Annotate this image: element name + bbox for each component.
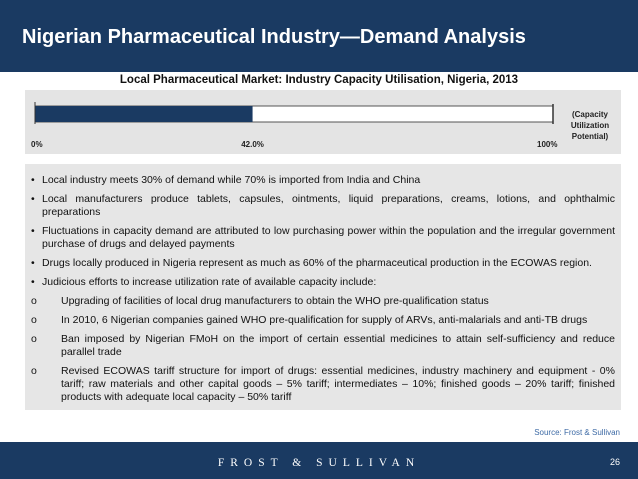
bullet-text: Judicious efforts to increase utilization rate of available capacity include:	[42, 276, 377, 288]
bullet-marker: •	[31, 257, 35, 269]
bullet-marker: •	[31, 174, 35, 186]
bullet-item	[25, 174, 615, 187]
bullet-text: Drugs locally produced in Nigeria represent as much as 60% of the pharmaceutical production in the ECOWAS region.	[42, 257, 592, 269]
bullet-marker: •	[31, 225, 35, 237]
chart-panel	[25, 90, 621, 154]
sub-bullet-text: Revised ECOWAS tariff structure for import of drugs: essential medicines, industry machinery and equipment - 0% tariff; raw materials and other capital goods – 5% tariff; intermediates – 10%; finished goods – 20% tariff; finished products with adequate local capacity – 50% tariff	[61, 365, 615, 403]
capacity-annotation: (Capacity Utilization Potential)	[570, 110, 610, 141]
bullet-text: Fluctuations in capacity demand are attributed to low purchasing power within the population and the irregular government purchase of drugs and delayed payments	[42, 225, 615, 250]
page-number: 26	[609, 457, 620, 467]
data-label: 42.0%	[241, 140, 264, 149]
sub-bullet-marker: o	[31, 365, 37, 377]
brand-logo: FROST & SULLIVAN	[217, 457, 421, 469]
bullet-panel	[25, 164, 621, 410]
source-note: Source: Frost & Sullivan	[534, 428, 620, 437]
sub-bullet-text: Upgrading of facilities of local drug manufacturers to obtain the WHO pre-qualification status	[61, 295, 489, 307]
sub-bullet-item	[25, 295, 615, 308]
bullet-item	[25, 257, 615, 270]
bullet-item	[25, 276, 615, 289]
capacity-chart	[25, 90, 621, 154]
bullet-item	[25, 193, 615, 219]
sub-bullet-marker: o	[31, 314, 37, 326]
sub-bullet-text: Ban imposed by Nigerian FMoH on the import of certain essential medicines to attain self-sufficiency and reduce parallel trade	[61, 333, 615, 358]
header-bar	[0, 0, 638, 72]
sub-bullet-item	[25, 333, 615, 359]
sub-bullet-marker: o	[31, 295, 37, 307]
bullet-text: Local industry meets 30% of demand while 70% is imported from India and China	[42, 174, 421, 186]
bar-utilisation	[35, 106, 253, 122]
tick-label-100: 100%	[537, 140, 558, 149]
sub-bullet-item	[25, 314, 615, 327]
chart-title: Local Pharmaceutical Market: Industry Capacity Utilisation, Nigeria, 2013	[119, 74, 519, 86]
sub-bullet-text: In 2010, 6 Nigerian companies gained WHO pre-qualification for supply of ARVs, anti-malarials and anti-TB drugs	[61, 314, 588, 326]
bullet-text: Local manufacturers produce tablets, capsules, ointments, liquid preparations, creams, lotions, and ophthalmic preparations	[42, 193, 615, 218]
tick-label-0: 0%	[31, 140, 43, 149]
footer-bar	[0, 442, 638, 479]
page-title: Nigerian Pharmaceutical Industry—Demand Analysis	[22, 26, 526, 48]
sub-bullet-item	[25, 365, 615, 404]
bullet-item	[25, 225, 615, 251]
bullet-marker: •	[31, 276, 35, 288]
sub-bullet-marker: o	[31, 333, 37, 345]
bullet-marker: •	[31, 193, 35, 205]
